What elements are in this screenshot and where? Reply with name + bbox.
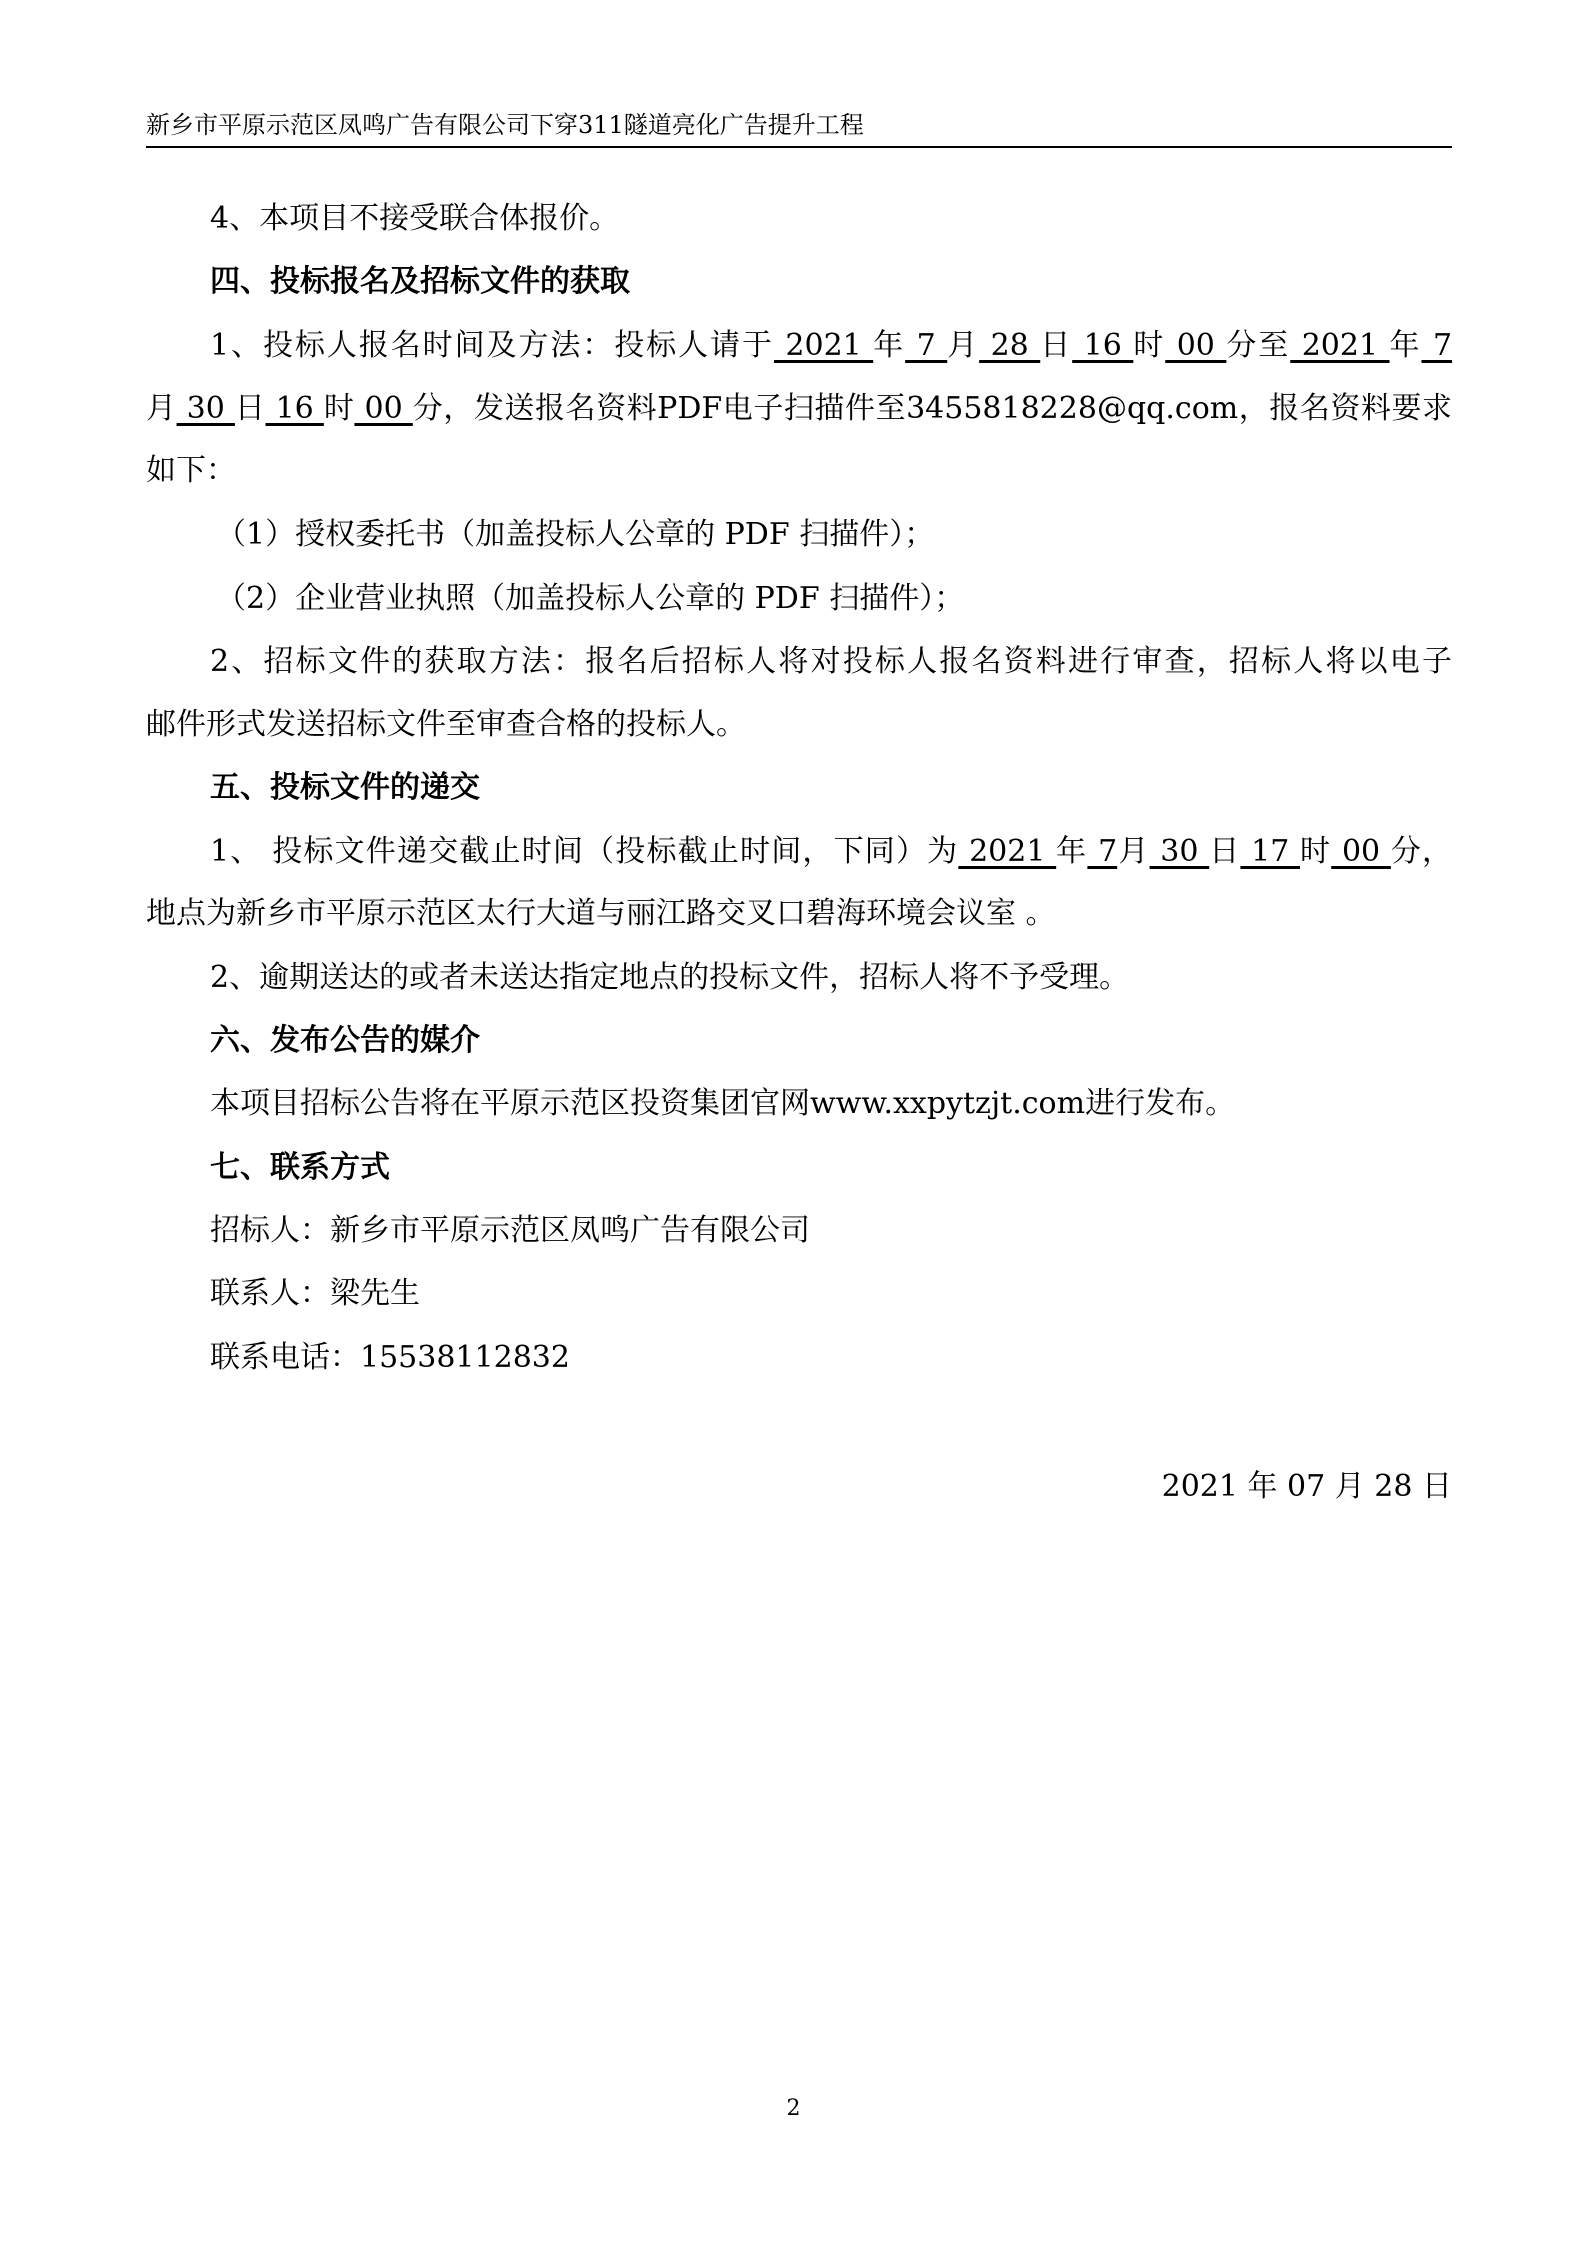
page-header-title: 新乡市平原示范区凤鸣广告有限公司下穿311隧道亮化广告提升工程 [146,111,864,139]
s4p1-suffix: 分，发送报名资料PDF电子扫描件至3455818228@qq.com，报名资料要求 [412,391,1453,426]
start-hour: 16 [1072,328,1134,363]
s5-paragraph-1-line-2: 地点为新乡市平原示范区太行大道与丽江路交叉口碧海环境会议室 。 [146,896,1056,931]
header-rule [146,146,1452,148]
section-6-heading: 六、发布公告的媒介 [210,1023,480,1058]
s5p1-nian: 年 [1056,834,1088,869]
s5-paragraph-1-line-1 [210,829,1452,875]
page-number: 2 [786,2096,801,2121]
s4p1-nian-1: 年 [873,328,906,363]
end-day: 30 [176,391,235,426]
section-5-heading: 五、投标文件的递交 [210,770,480,805]
deadline-year: 2021 [958,834,1057,869]
s4p1-nian-2: 年 [1389,328,1422,363]
s5p1-fen: 分， [1390,834,1453,869]
s4p1-shi-1: 时 [1133,328,1166,363]
s5p1-yue: 月 [1117,834,1150,869]
s4p1-fen-zhi: 分至 [1226,328,1291,363]
s5p1-shi: 时 [1300,834,1332,869]
start-day: 28 [979,328,1041,363]
deadline-day: 30 [1149,834,1210,869]
contact-person: 联系人：梁先生 [210,1276,420,1311]
s4p1-prefix: 1、投标人报名时间及方法：投标人请于 [210,328,774,363]
s4p1-shi-2: 时 [323,391,355,426]
s5p1-prefix: 1、 投标文件递交截止时间（投标截止时间，下同）为 [210,834,959,869]
s4p1-ri-1: 日 [1040,328,1073,363]
start-month: 7 [905,328,948,363]
document-date: 2021 年 07 月 28 日 [1161,1469,1452,1504]
end-minute: 00 [354,391,413,426]
s4-paragraph-1-line-3: 如下： [146,453,236,488]
deadline-month: 7 [1087,834,1118,869]
s4-paragraph-2-line-1: 2、招标文件的获取方法：报名后招标人将对投标人报名资料进行审查，招标人将以电子 [210,644,1452,679]
end-year: 2021 [1290,328,1390,363]
deadline-hour: 17 [1240,834,1301,869]
s4-paragraph-1-line-2 [146,386,1452,432]
deadline-minute: 00 [1331,834,1391,869]
s4-paragraph-1-line-1 [210,323,1452,369]
end-hour: 16 [265,391,324,426]
start-year: 2021 [773,328,874,363]
s4p1-yue-1: 月 [947,328,980,363]
end-month: 7 [1421,328,1453,363]
s5-paragraph-2: 2、逾期送达的或者未送达指定地点的投标文件，招标人将不予受理。 [210,960,1130,995]
start-minute: 00 [1165,328,1227,363]
contact-tenderer: 招标人：新乡市平原示范区凤鸣广告有限公司 [210,1213,810,1248]
s4p1-yue-2: 月 [146,391,177,426]
s4-paragraph-2-line-2: 邮件形式发送招标文件至审查合格的投标人。 [146,707,746,742]
section-4-heading: 四、投标报名及招标文件的获取 [210,264,630,299]
s4p1-ri-2: 日 [234,391,266,426]
section-7-heading: 七、联系方式 [210,1150,390,1185]
required-doc-2: （2）企业营业执照（加盖投标人公章的 PDF 扫描件）； [216,581,965,616]
item-4: 4、本项目不接受联合体报价。 [210,201,620,236]
s5p1-ri: 日 [1209,834,1241,869]
contact-phone: 联系电话：15538112832 [210,1340,570,1375]
s6-paragraph-1: 本项目招标公告将在平原示范区投资集团官网www.xxpytzjt.com进行发布。 [210,1086,1236,1121]
required-doc-1: （1）授权委托书（加盖投标人公章的 PDF 扫描件）； [216,517,935,552]
